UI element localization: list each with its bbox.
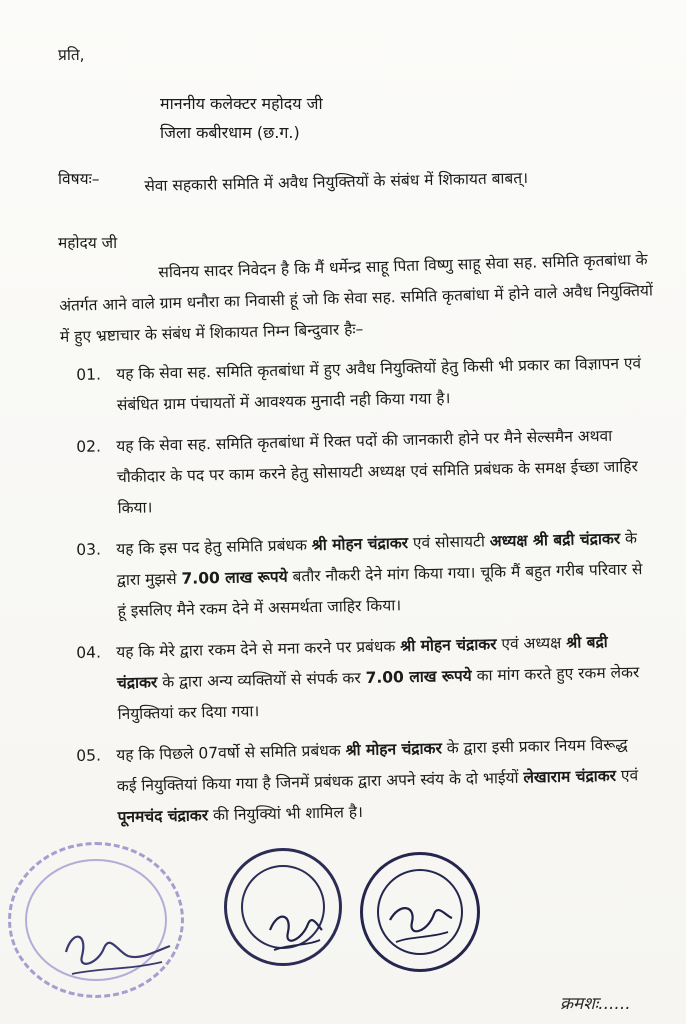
salutation: प्रति, [58,46,85,64]
signature-right [386,894,456,954]
point-text-part: बतौर नौकरी देने मांग किया गया। चूकि मैं बहुत गरीब परिवार से हूं इसलिए मैने रकम देने में असमर्थता जाहिर किया। [117,560,643,621]
point-number: 03. [76,540,102,559]
point-text-part: एवं सोसायटी [407,532,490,553]
point-text-part: की नियुक्यिां भी शामिल है। [207,803,364,825]
bold-name: लेखाराम चंद्राकर [523,766,617,787]
bold-name: अध्यक्ष श्री बद्री चंद्राकर [489,529,621,551]
address-line-1: माननीय कलेक्टर महोदय जी [160,94,323,113]
point-text-part: यह कि पिछले 07वर्षो से समिति प्रबंधक [116,741,346,765]
point-text-part: के द्वारा मुझसे [116,529,638,590]
point-text [116,523,648,627]
continued-mark: क्रमशः...... [560,994,631,1014]
signature-middle [266,900,326,960]
bold-amount: 7.00 लाख रूपये [181,567,288,588]
point-item [76,420,648,525]
bold-name: श्री मोहन चंद्राकर [400,635,497,656]
point-text-part: एवं [615,766,639,785]
signature-left [58,912,178,982]
bold-amount: 7.00 लाख रूपये [365,666,472,687]
point-text-part: के द्वारा अन्य व्यक्तियों से संपर्क कर [157,668,366,692]
point-text [116,626,648,730]
bold-name: श्री मोहन चंद्राकर [311,534,409,555]
point-number: 01. [76,365,102,384]
intro-paragraph [58,244,660,353]
point-text-part: के द्वारा इसी प्रकार नियम विरूद्ध कई नियुक्तियां किया गया है जिनमें प्रबंधक द्वारा अपने स्वंय के दो भाईयों [116,735,628,796]
greeting: महोदय जी [58,234,118,252]
point-item [76,523,648,628]
subject-label: विषयः– [58,170,100,188]
point-text-part: यह कि मेरे द्वारा रकम देने से मना करने पर प्रबंधक [116,637,401,662]
point-text: यह कि सेवा सह. समिति कृतबांधा में हुए अवैध नियुक्तियों हेतु किसी भी प्रकार का विज्ञापन एवं संबंधित ग्राम पंचायतों में आवश्यक मुनादी नही किया गया है। [116,354,642,415]
point-number: 05. [76,746,102,765]
point-text [116,729,648,833]
address-line-2: जिला कबीरधाम (छ.ग.) [160,123,300,142]
intro-text: सविनय सादर निवेदन है कि मैं धर्मेन्द्र साहू पिता विष्णु साहू सेवा सह. समिति कृतबांधा के अंतर्गत आने वाले ग्राम धनौरा का निवासी हूं जो कि सेवा सह. समिति कृतबांधा में होने वाले अवैध नियुक्तियों में हुए भ्रष्टाचार के संबंध में शिकायत निम्न बिन्दुवार हैः– [58,250,654,346]
point-number: 04. [76,643,102,662]
point-text: यह कि सेवा सह. समिति कृतबांधा में रिक्त पदों की जानकारी होने पर मैने सेल्समैन अथवा चौकीदार के पद पर काम करने हेतु सोसायटी अध्यक्ष एवं समिति प्रबंधक के समक्ष ईच्छा जाहिर किया। [116,426,639,518]
point-item [76,348,647,422]
point-item [76,729,648,834]
point-text-part: का मांग करते हुए रकम लेकर नियुक्तियां कर दिया गया। [117,663,640,724]
bold-name: श्री बद्री चंद्राकर [116,632,608,693]
point-item [76,626,648,731]
point-text-part: एवं अध्यक्ष [496,633,567,654]
subject-text: सेवा सहकारी समिति में अवैध नियुक्तियों के संबंध में शिकायत बाबत्। [144,168,529,195]
bold-name: पूनमचंद चंद्राकर [117,806,209,827]
point-text-part: यह कि इस पद हेतु समिति प्रबंधक [116,536,312,559]
bold-name: श्री मोहन चंद्राकर [345,739,443,760]
points-list [76,354,646,844]
point-number: 02. [76,437,102,456]
